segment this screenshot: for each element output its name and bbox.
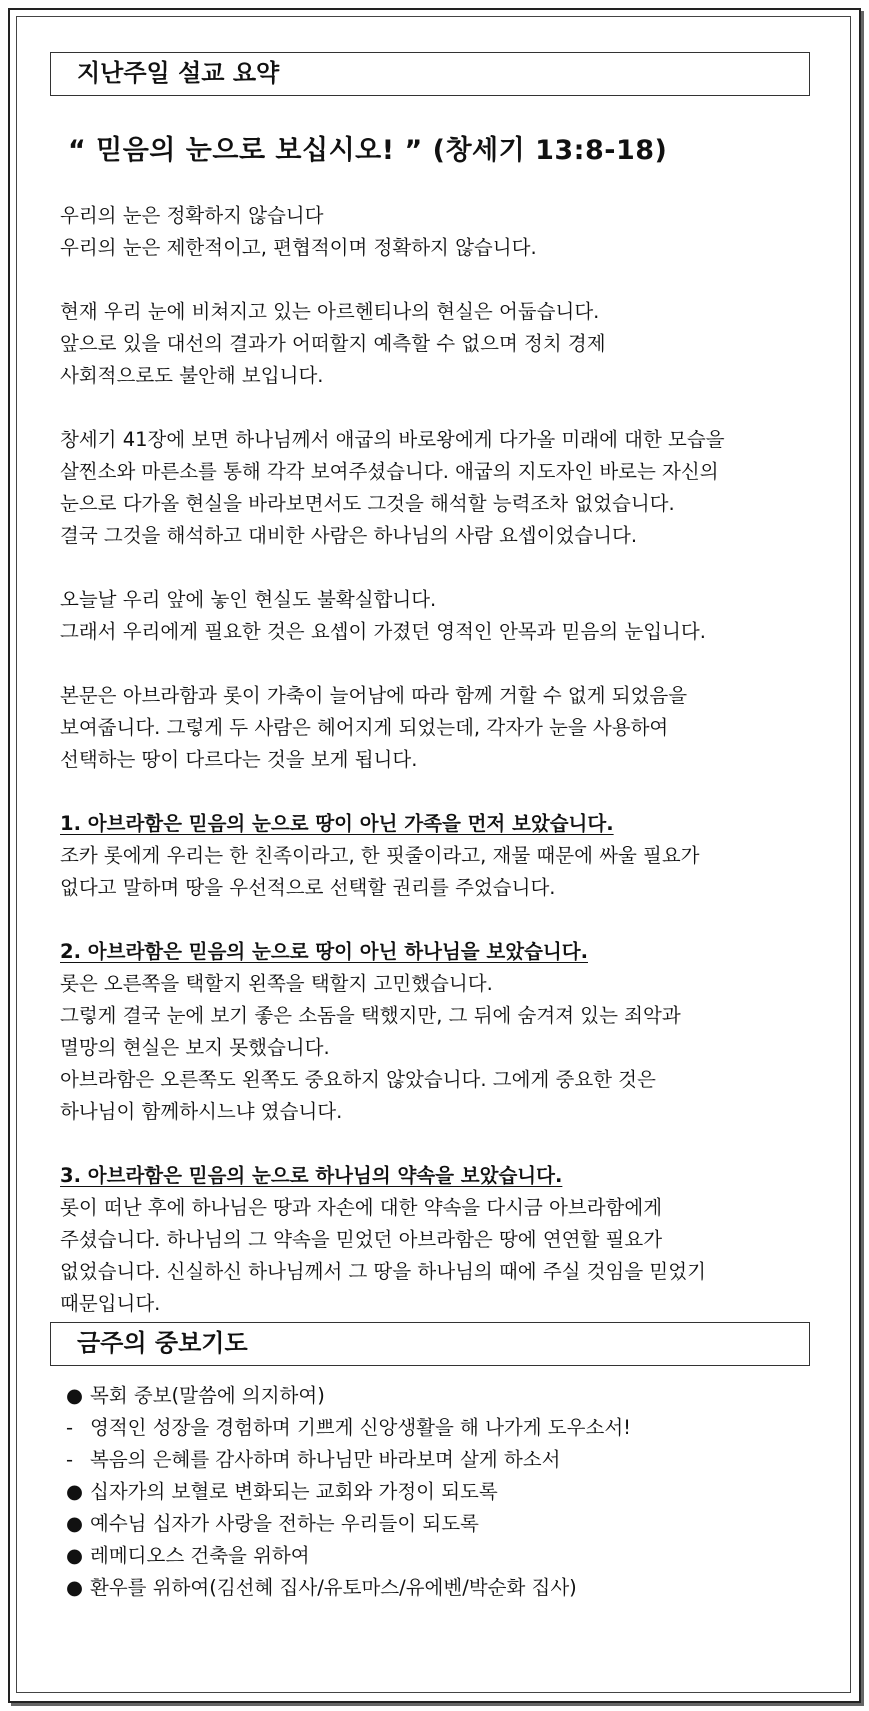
sermon-body bbox=[60, 200, 820, 1352]
text-line: 보여줍니다. 그렇게 두 사람은 헤어지게 되었는데, 각자가 눈을 사용하여 bbox=[60, 716, 669, 739]
text-line: 사회적으로도 불안해 보입니다. bbox=[60, 364, 324, 387]
text-line: 아브라함은 오른쪽도 왼쪽도 중요하지 않았습니다. 그에게 중요한 것은 bbox=[60, 1068, 656, 1091]
text-line: 우리의 눈은 정확하지 않습니다 bbox=[60, 204, 324, 227]
intro-paragraph-3 bbox=[60, 424, 820, 552]
prayer-item bbox=[66, 1412, 826, 1444]
text-line: 없었습니다. 신실하신 하나님께서 그 땅을 하나님의 때에 주실 것임을 믿었기 bbox=[60, 1260, 706, 1283]
text-line: 하나님이 함께하시느냐 였습니다. bbox=[60, 1100, 343, 1123]
point-heading: 2. 아브라함은 믿음의 눈으로 땅이 아닌 하나님을 보았습니다. bbox=[60, 940, 588, 963]
intro-paragraph-5 bbox=[60, 680, 820, 776]
text-line: 롯이 떠난 후에 하나님은 땅과 자손에 대한 약속을 다시금 아브라함에게 bbox=[60, 1196, 663, 1219]
prayer-text: 레메디오스 건축을 위하여 bbox=[90, 1544, 310, 1567]
prayer-item bbox=[66, 1508, 826, 1540]
prayer-item bbox=[66, 1444, 826, 1476]
text-line: 때문입니다. bbox=[60, 1292, 161, 1315]
text-line: 현재 우리 눈에 비쳐지고 있는 아르헨티나의 현실은 어둡습니다. bbox=[60, 300, 600, 323]
prayer-text: 예수님 십자가 사랑을 전하는 우리들이 되도록 bbox=[90, 1512, 479, 1535]
bullet-icon: ● bbox=[66, 1384, 84, 1407]
dash-icon: - bbox=[66, 1416, 74, 1439]
point-1 bbox=[60, 808, 820, 904]
prayer-item bbox=[66, 1380, 826, 1412]
text-line: 우리의 눈은 제한적이고, 편협적이며 정확하지 않습니다. bbox=[60, 236, 537, 259]
text-line: 멸망의 현실은 보지 못했습니다. bbox=[60, 1036, 330, 1059]
text-line: 살찐소와 마른소를 통해 각각 보여주셨습니다. 애굽의 지도자인 바로는 자신의 bbox=[60, 460, 719, 483]
text-line: 주셨습니다. 하나님의 그 약속을 믿었던 아브라함은 땅에 연연할 필요가 bbox=[60, 1228, 663, 1251]
sermon-title: “ 믿음의 눈으로 보십시오! ” (창세기 13:8-18) bbox=[68, 135, 668, 166]
point-2 bbox=[60, 936, 820, 1128]
intro-paragraph-4 bbox=[60, 584, 820, 648]
prayer-text: 십자가의 보혈로 변화되는 교회와 가정이 되도록 bbox=[90, 1480, 498, 1503]
point-heading: 3. 아브라함은 믿음의 눈으로 하나님의 약속을 보았습니다. bbox=[60, 1164, 563, 1187]
intro-paragraph-2 bbox=[60, 296, 820, 392]
text-line: 그래서 우리에게 필요한 것은 요셉이 가졌던 영적인 안목과 믿음의 눈입니다. bbox=[60, 620, 706, 643]
prayer-text: 복음의 은혜를 감사하며 하나님만 바라보며 살게 하소서 bbox=[90, 1448, 561, 1471]
text-line: 눈으로 다가올 현실을 바라보면서도 그것을 해석할 능력조차 없었습니다. bbox=[60, 492, 675, 515]
prayer-text: 목회 중보(말씀에 의지하여) bbox=[90, 1384, 325, 1407]
point-3 bbox=[60, 1160, 820, 1320]
prayer-item bbox=[66, 1476, 826, 1508]
text-line: 오늘날 우리 앞에 놓인 현실도 불확실합니다. bbox=[60, 588, 437, 611]
prayer-item bbox=[66, 1540, 826, 1572]
summary-header: 지난주일 설교 요약 bbox=[50, 52, 810, 96]
prayer-item bbox=[66, 1572, 826, 1604]
bullet-icon: ● bbox=[66, 1544, 84, 1567]
prayer-list bbox=[66, 1380, 826, 1604]
prayer-header: 금주의 중보기도 bbox=[50, 1322, 810, 1366]
bullet-icon: ● bbox=[66, 1480, 84, 1503]
text-line: 본문은 아브라함과 롯이 가축이 늘어남에 따라 함께 거할 수 없게 되었음을 bbox=[60, 684, 688, 707]
text-line: 앞으로 있을 대선의 결과가 어떠할지 예측할 수 없으며 정치 경제 bbox=[60, 332, 606, 355]
bullet-icon: ● bbox=[66, 1576, 84, 1599]
text-line: 없다고 말하며 땅을 우선적으로 선택할 권리를 주었습니다. bbox=[60, 876, 556, 899]
text-line: 선택하는 땅이 다르다는 것을 보게 됩니다. bbox=[60, 748, 418, 771]
prayer-text: 환우를 위하여(김선혜 집사/유토마스/유에벤/박순화 집사) bbox=[90, 1576, 577, 1599]
prayer-text: 영적인 성장을 경험하며 기쁘게 신앙생활을 해 나가게 도우소서! bbox=[90, 1416, 631, 1439]
text-line: 그렇게 결국 눈에 보기 좋은 소돔을 택했지만, 그 뒤에 숨겨져 있는 죄악과 bbox=[60, 1004, 681, 1027]
dash-icon: - bbox=[66, 1448, 74, 1471]
text-line: 결국 그것을 해석하고 대비한 사람은 하나님의 사람 요셉이었습니다. bbox=[60, 524, 638, 547]
bullet-icon: ● bbox=[66, 1512, 84, 1535]
text-line: 조카 롯에게 우리는 한 친족이라고, 한 핏줄이라고, 재물 때문에 싸울 필요가 bbox=[60, 844, 700, 867]
text-line: 창세기 41장에 보면 하나님께서 애굽의 바로왕에게 다가올 미래에 대한 모습을 bbox=[60, 428, 725, 451]
text-line: 롯은 오른쪽을 택할지 왼쪽을 택할지 고민했습니다. bbox=[60, 972, 493, 995]
intro-paragraph-1 bbox=[60, 200, 820, 264]
point-heading: 1. 아브라함은 믿음의 눈으로 땅이 아닌 가족을 먼저 보았습니다. bbox=[60, 812, 614, 835]
